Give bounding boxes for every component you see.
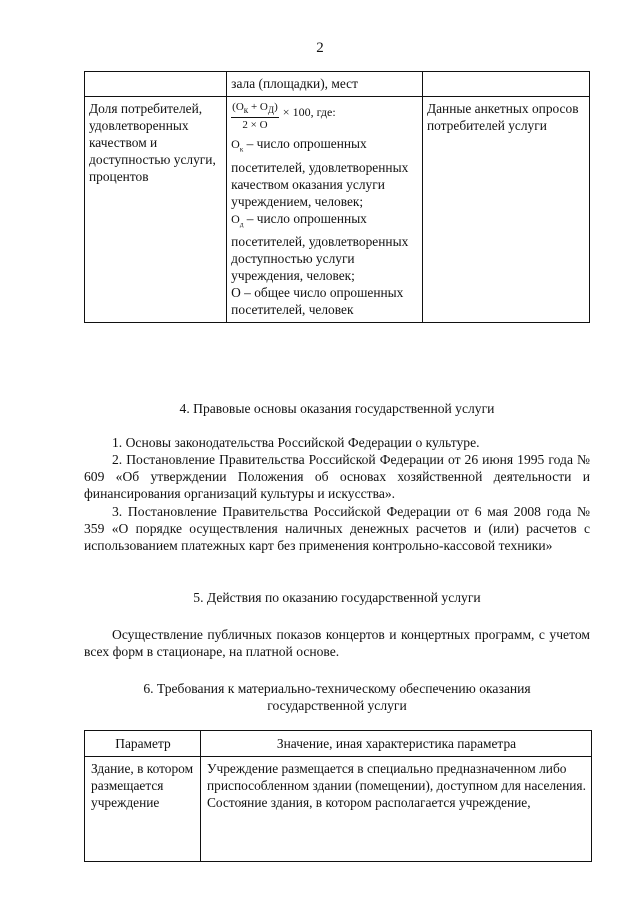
- variable-symbol: О: [231, 137, 240, 151]
- indicator-name-cell: Доля потребителей, удовлетворенных качеством и доступностью услуги, процентов: [85, 97, 227, 323]
- section-5-title: 5. Действия по оказанию государственной услуги: [193, 590, 481, 605]
- formula-cell: [227, 97, 423, 323]
- data-source-cell: Данные анкетных опросов потребителей услуги: [422, 97, 589, 323]
- legal-basis-item: 1. Основы законодательства Российской Федерации о культуре.: [112, 435, 480, 450]
- formula-variable: [231, 210, 418, 285]
- section-5-text: Осуществление публичных показов концертов и концертных программ, с учетом всех форм в стационаре, на платной основе.: [84, 627, 590, 659]
- parameter-cell: Здание, в котором размещается учреждение: [85, 757, 201, 862]
- table-cell: [422, 72, 589, 97]
- section-6-title-line1: 6. Требования к материально-техническому обеспечению оказания: [143, 681, 531, 696]
- column-header: Значение, иная характеристика параметра: [201, 731, 592, 757]
- variable-sub: к: [239, 145, 244, 154]
- table-cell: зала (площадки), мест: [227, 72, 423, 97]
- formula-numerator: [231, 101, 279, 118]
- formula-variable: [231, 284, 418, 318]
- table-header-row: [85, 731, 592, 757]
- formula-variable: [231, 135, 418, 210]
- variable-desc: – число опрошенных посетителей, удовлетворенных доступностью услуги учреждения, человек;: [231, 210, 409, 284]
- column-header: Параметр: [85, 731, 201, 757]
- formula-fraction: [231, 101, 279, 131]
- variable-desc: – общее число опрошенных посетителей, человек: [231, 285, 404, 318]
- table-row: [85, 757, 592, 862]
- value-text: Состояние здания, в котором располагается учреждение,: [207, 795, 531, 810]
- section-6-title-line2: государственной услуги: [267, 698, 407, 713]
- requirements-table: [84, 730, 592, 862]
- formula-multiplier: × 100, где:: [282, 104, 336, 119]
- indicators-table: [84, 71, 590, 323]
- formula-term: (О: [232, 100, 244, 113]
- section-4-title: 4. Правовые основы оказания государственной услуги: [179, 401, 495, 416]
- legal-basis-item: 2. Постановление Правительства Российской Федерации от 26 июня 1995 года № 609 «Об утверждении Положения об основах хозяйственной деятельности и финансирования организаций культуры и искусства».: [84, 452, 590, 501]
- variable-symbol: О: [231, 211, 240, 226]
- formula-sub: к: [243, 105, 249, 116]
- value-cell: [201, 757, 592, 862]
- formula-sub: Д: [267, 105, 275, 116]
- formula-term: + О: [248, 100, 268, 113]
- page-number: 2: [316, 40, 324, 56]
- variable-sub: д: [239, 220, 244, 229]
- table-cell: [85, 72, 227, 97]
- formula-denominator: 2 × О: [242, 119, 268, 132]
- variable-symbol: О: [231, 285, 241, 301]
- legal-basis-item: 3. Постановление Правительства Российской Федерации от 6 мая 2008 года № 359 «О порядке осуществления наличных денежных расчетов и (или) расчетов с использованием платежных карт без применения контрольно-кассовой техники»: [84, 504, 590, 553]
- value-text: Учреждение размещается в специально предназначенном либо приспособленном здании (помещении), доступном для населения.: [207, 761, 586, 793]
- variable-desc: – число опрошенных посетителей, удовлетворенных качеством оказания услуги учреждением, человек;: [231, 136, 409, 209]
- table-row: [85, 72, 590, 97]
- formula-term: ): [274, 100, 278, 113]
- table-row: [85, 97, 590, 323]
- formula: [231, 100, 418, 132]
